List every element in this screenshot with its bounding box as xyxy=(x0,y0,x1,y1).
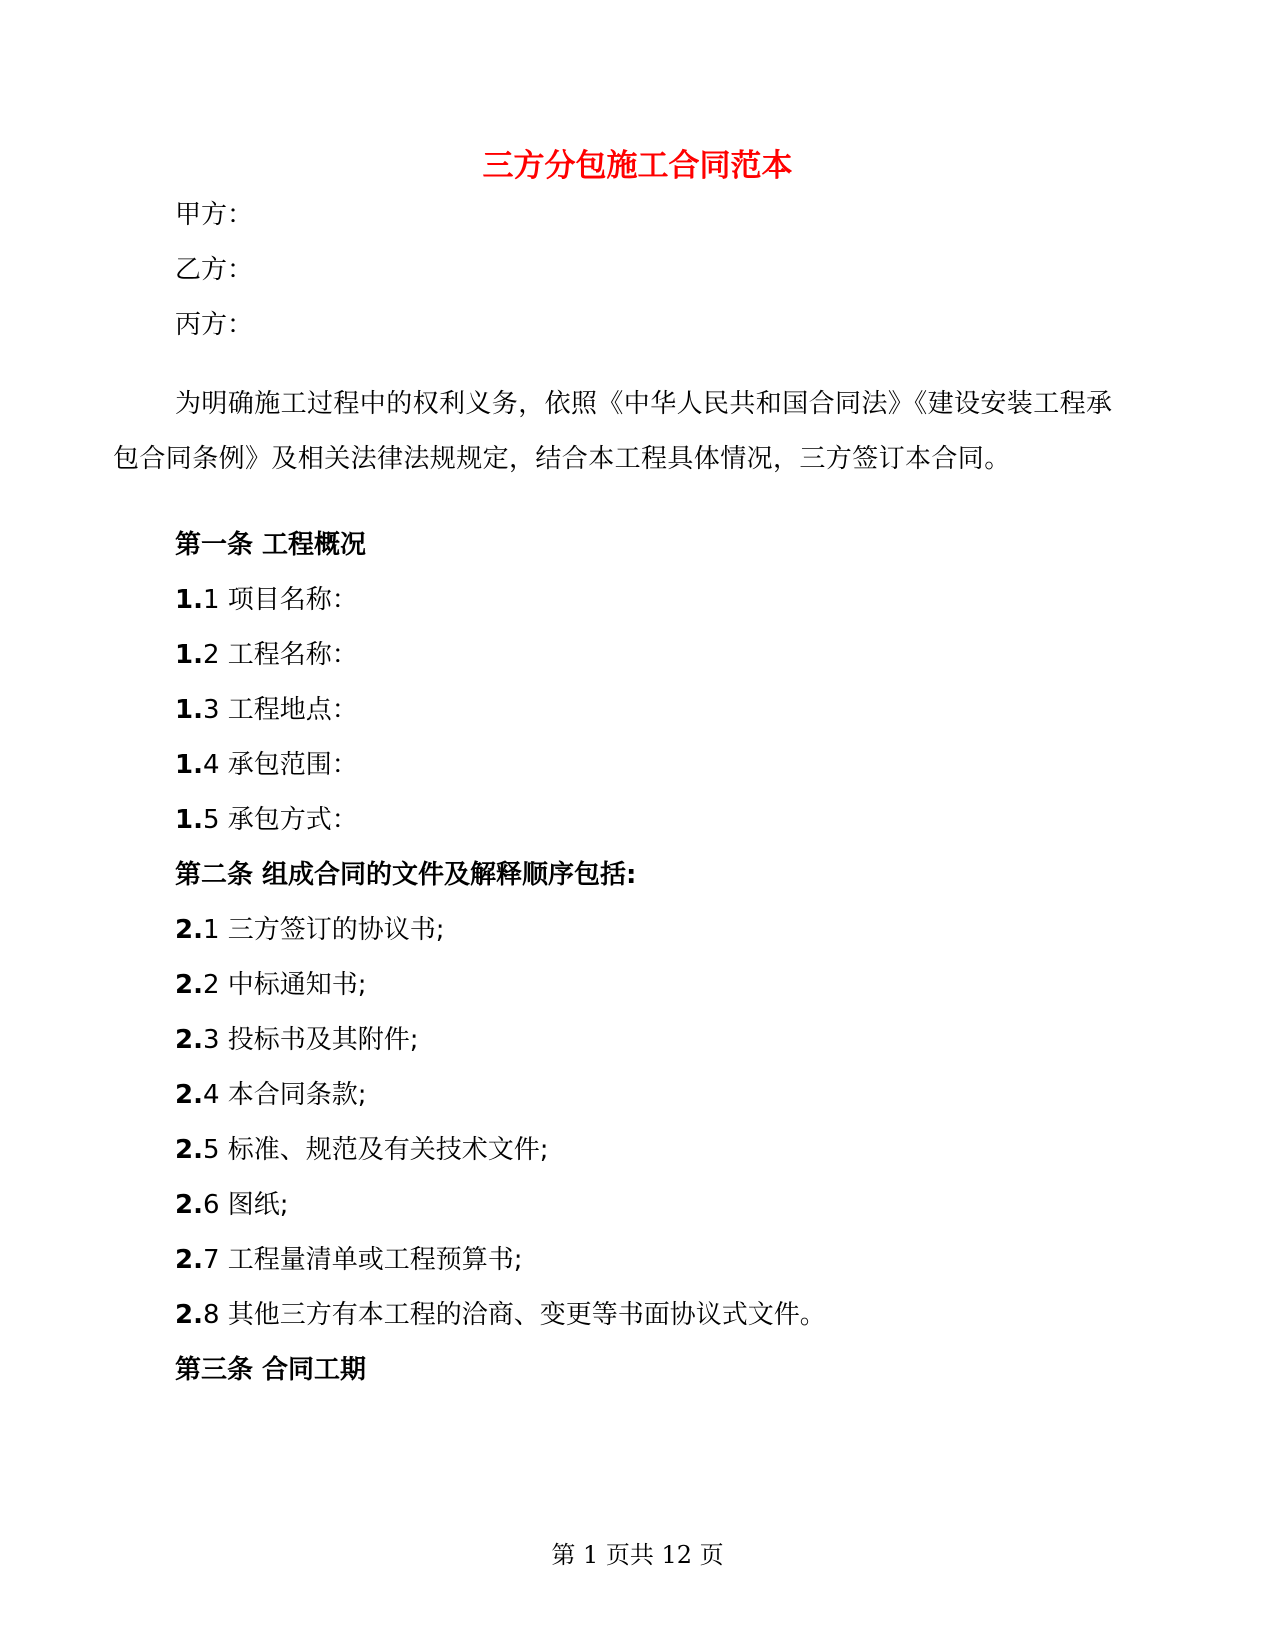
item-text: 承包方式： xyxy=(219,805,358,835)
item-subnumber: 1 xyxy=(202,585,220,615)
item-number: 1. xyxy=(175,805,203,835)
item-subnumber: 2 xyxy=(202,640,220,670)
article-1-item xyxy=(175,748,358,782)
article-1-item xyxy=(175,638,358,672)
article-2-item xyxy=(175,1298,826,1332)
party-b-label: 乙方： xyxy=(175,255,254,285)
item-text: 其他三方有本工程的洽商、变更等书面协议式文件。 xyxy=(219,1300,826,1330)
item-subnumber: 3 xyxy=(202,1025,220,1055)
article-2-item xyxy=(175,968,367,1002)
item-subnumber: 4 xyxy=(202,750,220,780)
item-number: 2. xyxy=(175,1190,203,1220)
party-a-label: 甲方： xyxy=(175,200,254,230)
article-1-item xyxy=(175,803,358,837)
page-footer: 第 1 页共 12 页 xyxy=(551,1541,724,1569)
article-2-item xyxy=(175,1023,419,1057)
item-number: 2. xyxy=(175,1300,203,1330)
item-subnumber: 7 xyxy=(202,1245,220,1275)
item-number: 2. xyxy=(175,970,203,1000)
item-number: 2. xyxy=(175,1135,203,1165)
article-2-heading: 第二条 组成合同的文件及解释顺序包括: xyxy=(175,860,637,890)
item-number: 1. xyxy=(175,585,203,615)
item-subnumber: 4 xyxy=(202,1080,220,1110)
item-subnumber: 5 xyxy=(202,1135,220,1165)
item-text: 三方签订的协议书; xyxy=(219,915,445,945)
article-2-item xyxy=(175,1243,523,1277)
item-subnumber: 1 xyxy=(202,915,220,945)
item-text: 标准、规范及有关技术文件; xyxy=(219,1135,549,1165)
item-subnumber: 2 xyxy=(202,970,220,1000)
article-2-item xyxy=(175,1133,549,1167)
item-text: 承包范围： xyxy=(219,750,358,780)
item-subnumber: 3 xyxy=(202,695,220,725)
document-title: 三方分包施工合同范本 xyxy=(482,148,793,184)
item-subnumber: 5 xyxy=(202,805,220,835)
intro-paragraph: 为明确施工过程中的权利义务，依照《中华人民共和国合同法》《建设安装工程承包合同条例》及相关法律法规规定，结合本工程具体情况，三方签订本合同。 xyxy=(113,389,1113,474)
item-number: 2. xyxy=(175,1080,203,1110)
item-text: 本合同条款; xyxy=(219,1080,367,1110)
article-1-heading: 第一条 工程概况 xyxy=(175,530,367,560)
item-text: 项目名称： xyxy=(219,585,358,615)
item-number: 2. xyxy=(175,1025,203,1055)
article-2-item xyxy=(175,1078,367,1112)
item-number: 1. xyxy=(175,640,203,670)
article-3-heading: 第三条 合同工期 xyxy=(175,1355,367,1385)
item-subnumber: 8 xyxy=(202,1300,220,1330)
item-text: 投标书及其附件; xyxy=(219,1025,419,1055)
article-1-item xyxy=(175,583,358,617)
item-text: 工程名称： xyxy=(219,640,358,670)
item-number: 2. xyxy=(175,915,203,945)
item-text: 图纸; xyxy=(219,1190,289,1220)
item-text: 工程地点： xyxy=(219,695,358,725)
item-number: 2. xyxy=(175,1245,203,1275)
article-2-item xyxy=(175,1188,289,1222)
item-number: 1. xyxy=(175,695,203,725)
item-text: 中标通知书; xyxy=(219,970,367,1000)
item-subnumber: 6 xyxy=(202,1190,220,1220)
article-1-item xyxy=(175,693,358,727)
item-text: 工程量清单或工程预算书; xyxy=(219,1245,523,1275)
item-number: 1. xyxy=(175,750,203,780)
article-2-item xyxy=(175,913,445,947)
party-c-label: 丙方： xyxy=(175,310,254,340)
